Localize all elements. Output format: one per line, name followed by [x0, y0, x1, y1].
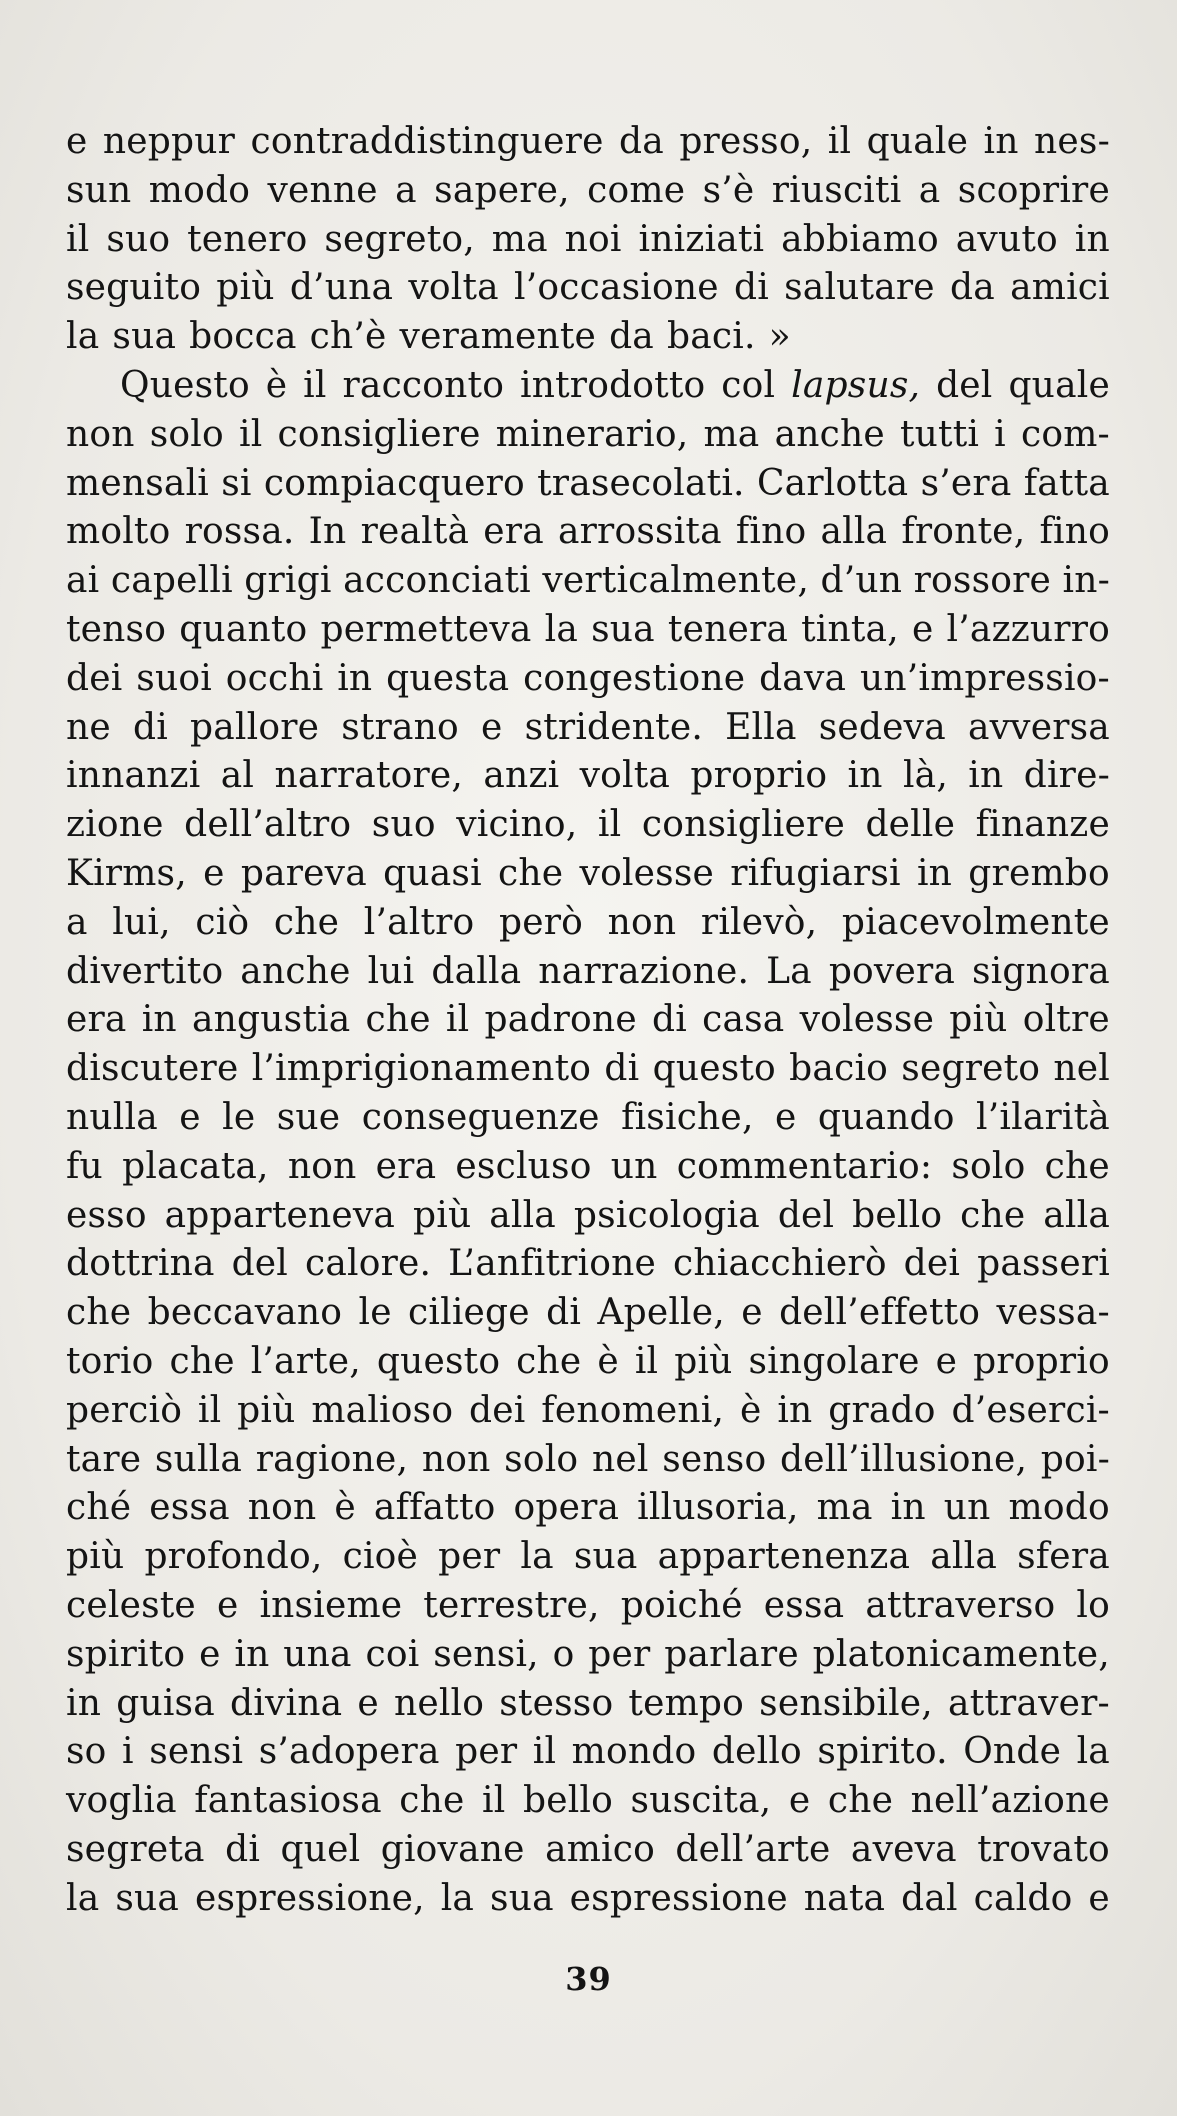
text-line: non solo il consigliere minerario, ma anche tutti i com- [66, 413, 1110, 455]
text-line: esso apparteneva più alla psicologia del bello che alla [66, 1194, 1110, 1236]
text-line: mensali si compiacquero trasecolati. Carlotta s’era fatta [66, 462, 1110, 504]
text-line: ché essa non è affatto opera illusoria, ma in un modo [66, 1487, 1110, 1529]
text-line: torio che l’arte, questo che è il più singolare e proprio [66, 1340, 1110, 1382]
text-line: molto rossa. In realtà era arrossita fino alla fronte, fino [66, 511, 1110, 553]
text-line: più profondo, cioè per la sua appartenenza alla sfera [66, 1536, 1110, 1578]
text-line: so i sensi s’adopera per il mondo dello spirito. Onde la [66, 1731, 1110, 1773]
text-line: innanzi al narratore, anzi volta proprio in là, in dire- [66, 755, 1110, 797]
text-line: era in angustia che il padrone di casa volesse più oltre [66, 999, 1110, 1041]
text-line: tenso quanto permetteva la sua tenera tinta, e l’azzurro [66, 608, 1110, 650]
text-line: perciò il più malioso dei fenomeni, è in grado d’eserci- [66, 1389, 1110, 1431]
text-line: la sua espressione, la sua espressione nata dal caldo e [66, 1877, 1110, 1919]
body-text [66, 118, 1110, 1923]
text-line: ai capelli grigi acconciati verticalmente, d’un rossore in- [66, 560, 1110, 602]
text-line: in guisa divina e nello stesso tempo sensibile, attraver- [66, 1682, 1110, 1724]
text-line: fu placata, non era escluso un commentario: solo che [66, 1145, 1110, 1187]
text-line: voglia fantasiosa che il bello suscita, e che nell’azione [66, 1780, 1110, 1822]
text-line: dei suoi occhi in questa congestione dava un’impressio- [66, 657, 1110, 699]
text-line: divertito anche lui dalla narrazione. La povera signora [66, 950, 1110, 992]
text-line: seguito più d’una volta l’occasione di salutare da amici [66, 267, 1110, 309]
text-line: dottrina del calore. L’anfitrione chiacchierò dei passeri [66, 1243, 1110, 1285]
page-number: 39 [565, 1960, 612, 1998]
text-line: che beccavano le ciliege di Apelle, e dell’effetto vessa- [66, 1292, 1110, 1334]
text-line: ne di pallore strano e stridente. Ella sedeva avversa [66, 706, 1110, 748]
text-line: nulla e le sue conseguenze fisiche, e quando l’ilarità [66, 1096, 1110, 1138]
text-line: celeste e insieme terrestre, poiché essa attraverso lo [66, 1584, 1110, 1626]
text-line: a lui, ciò che l’altro però non rilevò, piacevolmente [66, 901, 1110, 943]
text-line: il suo tenero segreto, ma noi iniziati abbiamo avuto in [66, 218, 1110, 260]
text-line: Questo è il racconto introdotto col lapsus, del quale [120, 364, 1110, 406]
text-line: zione dell’altro suo vicino, il consigliere delle finanze [66, 804, 1110, 846]
text-line: discutere l’imprigionamento di questo bacio segreto nel [66, 1048, 1110, 1090]
text-line: tare sulla ragione, non solo nel senso dell’illusione, poi- [66, 1438, 1110, 1480]
text-line: sun modo venne a sapere, come s’è riusciti a scoprire [66, 169, 1110, 211]
text-line: e neppur contraddistinguere da presso, il quale in nes- [66, 121, 1110, 162]
text-line: segreta di quel giovane amico dell’arte aveva trovato [66, 1828, 1110, 1870]
text-line: spirito e in una coi sensi, o per parlare platonicamente, [66, 1633, 1110, 1675]
text-line: Kirms, e pareva quasi che volesse rifugiarsi in grembo [66, 852, 1110, 894]
text-line: la sua bocca ch’è veramente da baci. » [66, 316, 791, 358]
